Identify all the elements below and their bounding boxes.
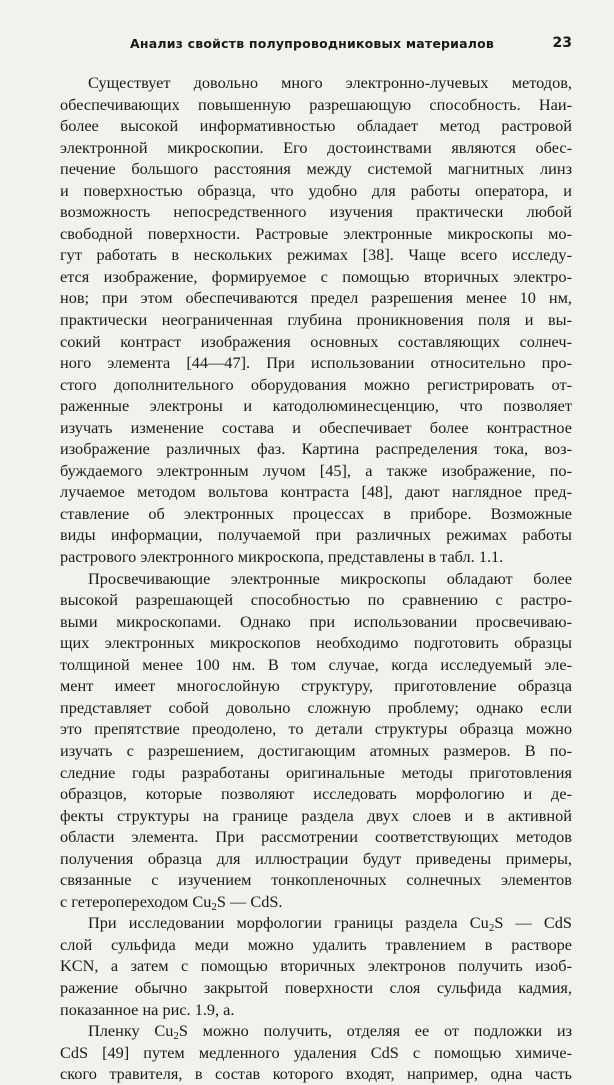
text-line: получения образца для иллюстрации будут приведены примеры, (60, 848, 572, 868)
text-line: лучаемое методом вольтова контраста [48], дают наглядное пред- (60, 482, 572, 502)
text-line: CdS [49] путем медленного удаления CdS с помощью химиче- (60, 1042, 572, 1062)
text-line: Просвечивающие электронные микроскопы обладают более (88, 568, 572, 588)
text-line: гут работать в нескольких режимах [38]. Чаще всего исследу- (60, 245, 572, 265)
text-line: изучать с разрешением, достигающим атомных размеров. В по- (60, 740, 572, 760)
text-line: выми микроскопами. Однако при использовании просвечиваю- (60, 611, 572, 631)
text-line: области элемента. При рассмотрении соответствующих методов (60, 827, 572, 847)
text-line: раженные электроны и катодолюминесценцию, что позволяет (60, 396, 572, 416)
text-line: ется изображение, формируемое с помощью вторичных электро- (60, 266, 572, 286)
text-line: образцов, которые позволяют исследовать морфологию и де- (60, 784, 572, 804)
text-line: практически неограниченная глубина проникновения поля и вы- (60, 310, 572, 330)
text-line: толщиной менее 100 нм. В том случае, когда исследуемый эле- (60, 654, 572, 674)
text-line: это препятствие преодолено, то детали структуры образца можно (60, 719, 572, 739)
text-line: возможность непосредственного изучения практически любой (60, 202, 572, 222)
text-line: более высокой информативностью обладает метод растровой (60, 116, 572, 136)
running-title: Анализ свойств полупроводниковых материалов (130, 36, 495, 51)
paragraph (60, 1020, 572, 1085)
text-line: сокий контраст изображения основных составляющих солнеч- (60, 331, 572, 351)
text-line: ного элемента [44—47]. При использовании относительно про- (60, 353, 572, 373)
body-text (60, 72, 572, 1085)
running-head (60, 36, 572, 56)
text-line: виды информации, получаемой при различных режимах работы (60, 525, 572, 545)
text-line: Существует довольно много электронно-лучевых методов, (88, 73, 572, 92)
text-line: печение большого расстояния между системой магнитных линз (60, 159, 572, 179)
page-number: 23 (552, 35, 572, 51)
text-line: обеспечивающих повышенную разрешающую способность. Наи- (60, 94, 572, 114)
text-line: изображение различных фаз. Картина распределения тока, воз- (60, 439, 572, 459)
text-line: с гетеропереходом $Cu_2S$ — CdS. (60, 891, 283, 913)
text-line: ского травителя, в состав которого входят, например, одна часть (60, 1064, 572, 1084)
text-line: представляет собой довольно сложную проблему; однако если (60, 697, 572, 717)
text-line: щих электронных микроскопов необходимо подготовить образцы (60, 633, 572, 653)
text-line: свободной поверхности. Растровые электронные микроскопы мо- (60, 223, 572, 243)
text-line: растрового электронного микроскопа, представлены в табл. 1.1. (60, 547, 504, 567)
text-line: электронной микроскопии. Его достоинствами являются обес- (60, 137, 572, 157)
text-line: слой сульфида меди можно удалить травлением в растворе (60, 934, 572, 954)
text-line: мент имеет многослойную структуру, приготовление образца (60, 676, 572, 696)
text-line: KCN, а затем с помощью вторичных электронов получить изоб- (60, 956, 572, 976)
text-line: высокой разрешающей способностью по сравнению с растро- (60, 590, 572, 610)
text-line: и поверхностью образца, что удобно для работы оператора, и (60, 180, 572, 200)
text-line: показанное на рис. 1.9, а. (60, 999, 235, 1019)
text-line: фекты структуры на границе раздела двух слоев и в активной (60, 805, 572, 825)
text-line: следние годы разработаны оригинальные методы приготовления (60, 762, 572, 782)
text-line: изучать изменение состава и обеспечивает более контрастное (60, 417, 572, 437)
paragraph (60, 72, 572, 568)
text-line: ставление об электронных процессах в приборе. Возможные (60, 503, 572, 523)
text-line: связанные с изучением тонкопленочных солнечных элементов (60, 870, 572, 890)
text-line: буждаемого электронным лучом [45], а также изображение, по- (60, 460, 572, 480)
text-line: При исследовании морфологии границы раздела $Cu_2S$ — CdS (88, 913, 572, 935)
paragraph (60, 912, 572, 1020)
paragraph (60, 568, 572, 913)
text-line: стого дополнительного оборудования можно регистрировать от- (60, 374, 572, 394)
text-line: ражение обычно закрытой поверхности слоя сульфида кадмия, (60, 977, 572, 997)
text-line: Пленку $Cu_2S$ можно получить, отделяя ее от подложки из (88, 1021, 572, 1043)
text-line: нов; при этом обеспечиваются предел разрешения менее 10 нм, (60, 288, 572, 308)
